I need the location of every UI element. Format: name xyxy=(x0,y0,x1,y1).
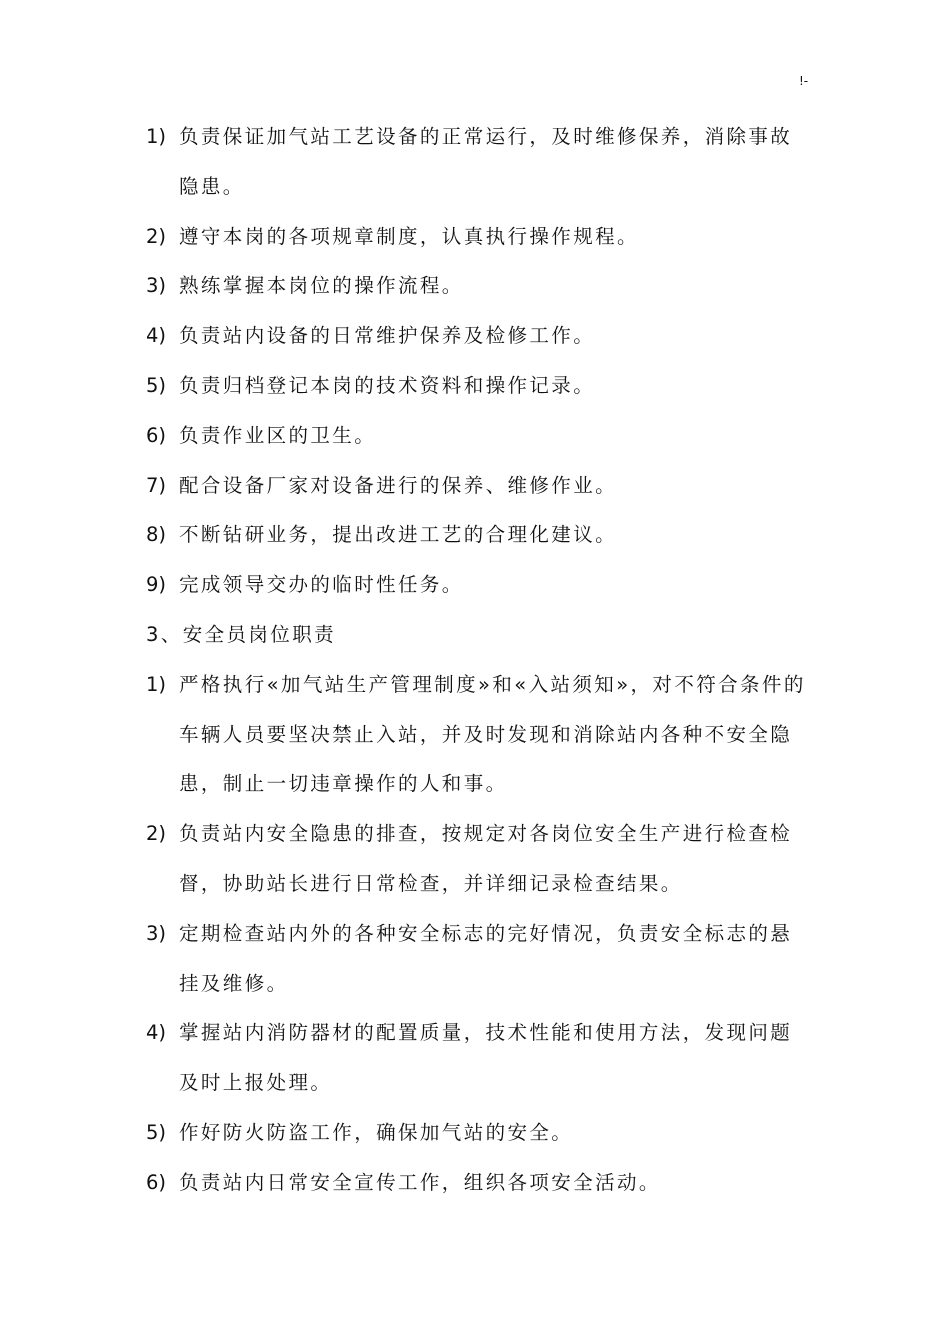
item-text: 负责归档登记本岗的技术资料和操作记录。 xyxy=(179,373,596,397)
item-text: 配合设备厂家对设备进行的保养、维修作业。 xyxy=(179,473,618,497)
item-number: 4) xyxy=(146,324,167,348)
item-number: 4) xyxy=(146,1021,167,1045)
item-text: 掌握站内消防器材的配置质量，技术性能和使用方法，发现问题及时上报处理。 xyxy=(179,1021,793,1095)
list-item xyxy=(146,311,806,361)
item-text: 熟练掌握本岗位的操作流程。 xyxy=(179,274,464,298)
list-item xyxy=(146,660,806,809)
list-item xyxy=(146,560,806,610)
item-number: 6) xyxy=(146,1170,167,1194)
item-number: 7) xyxy=(146,473,167,497)
item-text: 遵守本岗的各项规章制度，认真执行操作规程。 xyxy=(179,224,639,248)
item-number: 6) xyxy=(146,423,167,447)
list-item xyxy=(146,411,806,461)
item-number: 3) xyxy=(146,921,167,945)
item-text: 负责站内安全隐患的排查，按规定对各岗位安全生产进行检查检督，协助站长进行日常检查，并详细记录检查结果。 xyxy=(179,822,793,895)
list-item xyxy=(146,1108,806,1158)
item-text: 不断钻研业务，提出改进工艺的合理化建议。 xyxy=(179,523,618,547)
section-heading: 3、安全员岗位职责 xyxy=(146,622,337,646)
item-text: 定期检查站内外的各种安全标志的完好情况，负责安全标志的悬挂及维修。 xyxy=(179,921,793,995)
list-item xyxy=(146,261,806,311)
item-number: 2) xyxy=(146,822,167,846)
item-text: 完成领导交办的临时性任务。 xyxy=(179,573,464,597)
list-item xyxy=(146,112,806,212)
list-item xyxy=(146,909,806,1009)
list-item xyxy=(146,212,806,262)
list-item xyxy=(146,809,806,909)
document-body xyxy=(146,112,806,1208)
list-item xyxy=(146,461,806,511)
item-text: 作好防火防盗工作，确保加气站的安全。 xyxy=(179,1120,574,1144)
item-text: 负责站内设备的日常维护保养及检修工作。 xyxy=(179,324,596,348)
list-item xyxy=(146,361,806,411)
list-item xyxy=(146,510,806,560)
item-number: 2) xyxy=(146,224,167,248)
list-item xyxy=(146,1158,806,1208)
page-header-mark: !- xyxy=(799,74,809,88)
item-number: 5) xyxy=(146,1120,167,1144)
item-number: 5) xyxy=(146,373,167,397)
item-text: 严格执行«加气站生产管理制度»和«入站须知»，对不符合条件的车辆人员要坚决禁止入站，并及时发现和消除站内各种不安全隐患，制止一切违章操作的人和事。 xyxy=(179,672,806,796)
item-text: 负责站内日常安全宣传工作，组织各项安全活动。 xyxy=(179,1170,661,1194)
item-number: 1) xyxy=(146,672,167,696)
list-item xyxy=(146,1008,806,1108)
item-number: 8) xyxy=(146,523,167,547)
item-text: 负责作业区的卫生。 xyxy=(179,423,377,447)
item-number: 3) xyxy=(146,274,167,298)
item-text: 负责保证加气站工艺设备的正常运行，及时维修保养，消除事故隐患。 xyxy=(179,125,793,198)
item-number: 1) xyxy=(146,125,167,148)
item-number: 9) xyxy=(146,573,167,597)
